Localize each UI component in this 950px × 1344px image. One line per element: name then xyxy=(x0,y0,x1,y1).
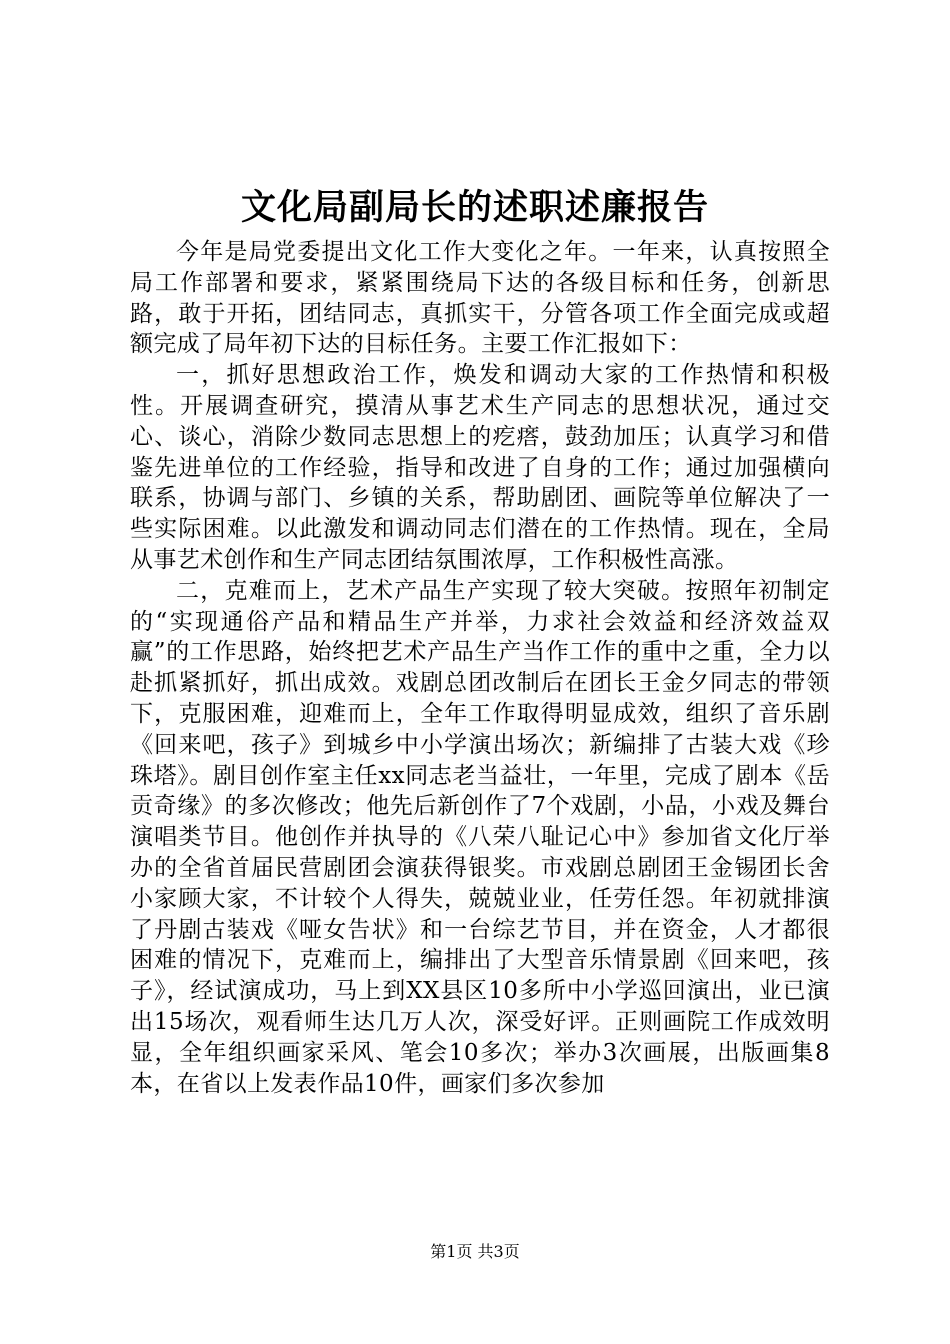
paragraph-section-two: 二，克难而上，艺术产品生产实现了较大突破。按照年初制定的“实现通俗产品和精品生产并举，力求社会效益和经济效益双赢”的工作思路，始终把艺术产品生产当作工作的重中之重，全力以赴抓紧抓好，抓出成效。戏剧总团改制后在团长王金夕同志的带领下，克服困难，迎难而上，全年工作取得明显成效，组织了音乐剧《回来吧，孩子》到城乡中小学演出场次；新编排了古装大戏《珍珠塔》。剧目创作室主任xx同志老当益壮，一年里，完成了剧本《岳贡奇缘》的多次修改；他先后新创作了7个戏剧，小品，小戏及舞台演唱类节目。他创作并执导的《八荣八耻记心中》参加省文化厅举办的全省首届民营剧团会演获得银奖。市戏剧总剧团王金锡团长舍小家顾大家，不计较个人得失，兢兢业业，任劳任怨。年初就排演了丹剧古装戏《哑女告状》和一台综艺节目，并在资金，人才都很困难的情况下，克难而上，编排出了大型音乐情景剧《回来吧，孩子》，经试演成功，马上到XX县区10多所中小学巡回演出，业已演出15场次，观看师生达几万人次，深受好评。正则画院工作成效明显，全年组织画家采风、笔会10多次；举办3次画展，出版画集8本，在省以上发表作品10件，画家们多次参加 xyxy=(130,577,830,1097)
document-body xyxy=(130,237,830,1099)
page-number-footer: 第1页 共3页 xyxy=(430,1242,520,1261)
paragraph-intro: 今年是局党委提出文化工作大变化之年。一年来，认真按照全局工作部署和要求，紧紧围绕局下达的各级目标和任务，创新思路，敢于开拓，团结同志，真抓实干，分管各项工作全面完成或超额完成了局年初下达的目标任务。主要工作汇报如下： xyxy=(130,239,830,358)
paragraph-section-one: 一，抓好思想政治工作，焕发和调动大家的工作热情和积极性。开展调查研究，摸清从事艺术生产同志的思想状况，通过交心、谈心，消除少数同志思想上的疙瘩，鼓劲加压；认真学习和借鉴先进单位的工作经验，指导和改进了自身的工作；通过加强横向联系，协调与部门、乡镇的关系，帮助剧团、画院等单位解决了一些实际困难。以此激发和调动同志们潜在的工作热情。现在，全局从事艺术创作和生产同志团结氛围浓厚，工作积极性高涨。 xyxy=(130,362,830,573)
document-title: 文化局副局长的述职述廉报告 xyxy=(240,187,709,228)
